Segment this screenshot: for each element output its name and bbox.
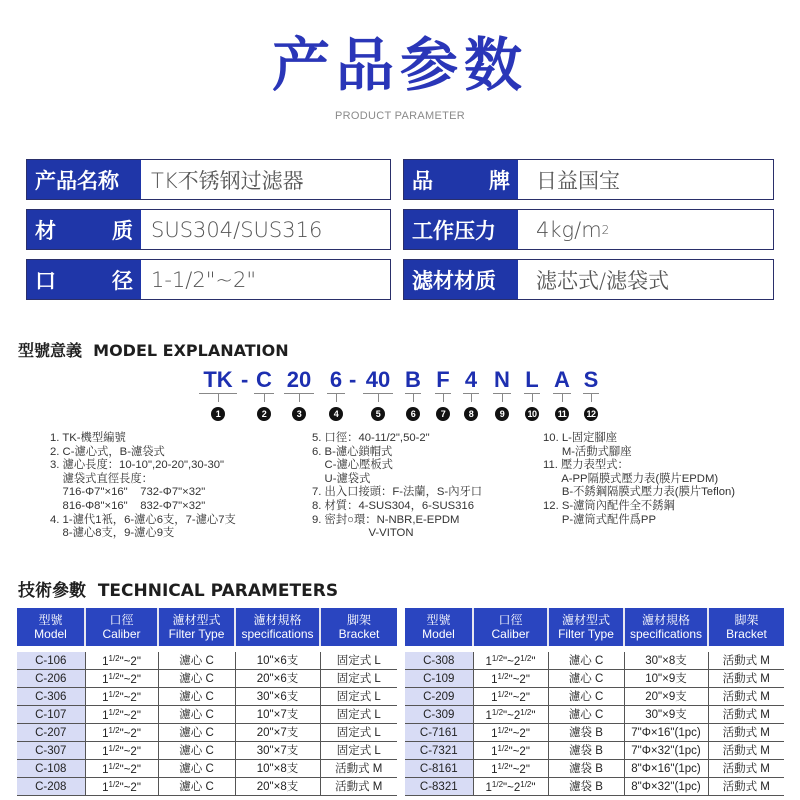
cell-spec: 30"×7支 [235, 742, 320, 760]
code-text: F [436, 367, 450, 392]
col-header-caliber: 口徑 Caliber [473, 608, 548, 646]
code-text: A [554, 367, 570, 392]
cell-spec: 7"Φ×32"(1pc) [624, 742, 708, 760]
cell-spec: 20"×9支 [624, 688, 708, 706]
dash: - [349, 367, 357, 392]
number-badge: 1 [211, 407, 225, 421]
cell-spec: 20"×6支 [235, 670, 320, 688]
param-label-part: 口 [35, 268, 56, 293]
explanation-line: 2. C-濾心式，B-濾袋式 [50, 445, 165, 458]
table-row [405, 706, 784, 724]
cell-spec: 10"×7支 [235, 706, 320, 724]
cell-model: C-7321 [405, 742, 473, 760]
cell-caliber: $1^{1/2}"\sim 2$" [85, 670, 158, 688]
param-value: 1-1/2"~2" [151, 267, 257, 292]
explanation-line: 7. 出入口接頭：F-法蘭，S-內牙口 [312, 486, 483, 499]
explanation-line: 5. 口徑：40-11/2",50-2" [312, 432, 430, 444]
param-label: 工作压力 [404, 210, 518, 249]
code-text: B [405, 367, 421, 392]
cell-caliber: $1^{1/2}"\sim 2$" [85, 652, 158, 670]
cell-caliber: $1^{1/2}"\sim 2$" [85, 778, 158, 796]
stem [218, 394, 219, 402]
tech-table-right [405, 608, 784, 796]
cell-caliber: $1^{1/2}"\sim 2$" [473, 724, 548, 742]
cell-spec: 30"×6支 [235, 688, 320, 706]
param-label-part: 牌 [489, 168, 510, 193]
param-brand [403, 159, 774, 200]
cell-caliber: $1^{1/2}"\sim 2$" [473, 742, 548, 760]
cell-caliber: $1^{1/2}"\sim 2$" [473, 760, 548, 778]
cell-filter: 濾心 C [548, 652, 624, 670]
code-text: S [583, 367, 599, 392]
cell-spec: 10"×6支 [235, 652, 320, 670]
number-badge: 3 [292, 407, 306, 421]
cell-caliber: $1^{1/2}"\sim 2$" [85, 706, 158, 724]
param-label: 滤材材质 [404, 260, 518, 299]
cell-caliber: $1^{1/2}"\sim 2$" [85, 688, 158, 706]
cell-spec: 8"Φ×32"(1pc) [624, 778, 708, 796]
table-row [405, 724, 784, 742]
explanation-line: 1. TK-機型編號 [50, 432, 126, 444]
cell-model: C-208 [17, 778, 85, 796]
stem [591, 394, 592, 402]
cell-model: C-209 [405, 688, 473, 706]
table-row [17, 670, 397, 688]
cell-caliber: $1^{1/2}"\sim 2$" [473, 670, 548, 688]
stem [299, 394, 300, 402]
code-part-10 [523, 368, 541, 421]
code-text: 4 [464, 367, 478, 392]
table-row [405, 760, 784, 778]
cell-caliber: $1^{1/2}"\sim 2$" [85, 742, 158, 760]
col-header-filter-type: 濾材型式 Filter Type [548, 608, 624, 646]
cell-filter: 濾心 C [158, 688, 235, 706]
code-part-5 [362, 368, 394, 421]
cell-filter: 濾心 C [158, 670, 235, 688]
cell-bracket: 活動式 M [708, 778, 784, 796]
param-value [518, 210, 773, 249]
table-row [17, 724, 397, 742]
code-text: TK [203, 367, 233, 392]
col-header-bracket: 脚架 Bracket [708, 608, 784, 646]
cell-bracket: 活動式 M [708, 688, 784, 706]
table-row [405, 778, 784, 796]
cell-model: C-8321 [405, 778, 473, 796]
table-header-row [405, 608, 784, 646]
param-value: 日益国宝 [536, 168, 620, 193]
col-header-bracket: 脚架 Bracket [320, 608, 397, 646]
code-part-4 [326, 368, 346, 421]
cell-caliber: $1^{1/2}"\sim 2^{1/2}$" [473, 706, 548, 724]
table-row [17, 652, 397, 670]
cell-bracket: 固定式 L [320, 670, 397, 688]
cell-caliber: $1^{1/2}"\sim 2$" [85, 760, 158, 778]
explanation-line: 9. 密封○環：N-NBR,E-EPDM [312, 513, 460, 526]
cell-bracket: 活動式 M [708, 760, 784, 778]
cell-filter: 濾袋 B [548, 778, 624, 796]
cell-model: C-207 [17, 724, 85, 742]
cell-bracket: 活動式 M [708, 724, 784, 742]
param-value: SUS304/SUS316 [151, 217, 323, 242]
cell-filter: 濾心 C [158, 742, 235, 760]
explanation-line: 8-濾心8支，9-濾心9支 [50, 527, 175, 540]
cell-filter: 濾袋 B [548, 760, 624, 778]
cell-model: C-108 [17, 760, 85, 778]
code-part-1 [199, 368, 237, 421]
explanation-column-3 [543, 432, 735, 527]
number-badge: 12 [584, 407, 598, 421]
stem [443, 394, 444, 402]
param-label-part: 品 [412, 168, 433, 193]
explanation-line: P-濾筒式配件爲PP [543, 513, 656, 526]
cell-filter: 濾袋 B [548, 724, 624, 742]
param-value-text: 4kg/m [536, 217, 602, 242]
table-row [17, 742, 397, 760]
param-caliber [26, 259, 391, 300]
cell-model: C-206 [17, 670, 85, 688]
number-badge: 4 [329, 407, 343, 421]
col-header-specifications: 濾材規格 specifications [235, 608, 320, 646]
cell-model: C-306 [17, 688, 85, 706]
explanation-line: C-濾心壓板式 [312, 459, 393, 472]
code-part-3 [283, 368, 315, 421]
cell-caliber: $1^{1/2}"\sim 2$" [85, 724, 158, 742]
cell-bracket: 活動式 M [708, 706, 784, 724]
code-part-12 [582, 368, 600, 421]
param-label [27, 260, 141, 299]
explanation-line: M-活動式腳座 [543, 445, 632, 458]
code-part-11 [552, 368, 572, 421]
model-explanation-title: 型號意義 MODEL EXPLANATION [18, 341, 289, 360]
param-product-name [26, 159, 391, 200]
stem [471, 394, 472, 402]
cell-spec: 30"×8支 [624, 652, 708, 670]
explanation-line: 12. S-濾筒內配件全不銹鋼 [543, 499, 675, 512]
explanation-column-1 [50, 432, 236, 541]
code-text: 40 [365, 367, 391, 392]
stem [336, 394, 337, 402]
explanation-line: 10. L-固定腳座 [543, 432, 618, 444]
table-row [405, 688, 784, 706]
explanation-line: 濾袋式直徑長度： [50, 472, 153, 485]
cell-bracket: 活動式 M [708, 670, 784, 688]
cell-model: C-109 [405, 670, 473, 688]
cell-bracket: 固定式 L [320, 652, 397, 670]
cell-filter: 濾心 C [158, 706, 235, 724]
cell-model: C-7161 [405, 724, 473, 742]
col-header-caliber: 口徑 Caliber [85, 608, 158, 646]
cell-bracket: 活動式 M [708, 742, 784, 760]
cell-model: C-309 [405, 706, 473, 724]
explanation-line: B-不銹鋼隔膜式壓力表(膜片Teflon) [543, 486, 736, 499]
cell-filter: 濾心 C [158, 760, 235, 778]
explanation-line: 6. B-濾心鎖帽式 [312, 445, 393, 458]
stem [413, 394, 414, 402]
explanation-line: A-PP隔膜式壓力表(膜片EPDM) [543, 472, 719, 485]
code-part-9 [492, 368, 512, 421]
explanation-line: 3. 濾心長度：10-10",20-20",30-30" [50, 459, 225, 472]
code-part-7 [434, 368, 452, 421]
table-row [17, 688, 397, 706]
cell-filter: 濾心 C [158, 724, 235, 742]
cell-filter: 濾心 C [158, 778, 235, 796]
cell-filter: 濾心 C [548, 670, 624, 688]
stem [264, 394, 265, 402]
col-header-model: 型號 Model [405, 608, 473, 646]
cell-bracket: 活動式 M [708, 652, 784, 670]
cell-filter: 濾心 C [548, 706, 624, 724]
table-row [17, 760, 397, 778]
tech-table-left [17, 608, 397, 796]
param-label-part: 质 [112, 218, 133, 243]
stem [378, 394, 379, 402]
explanation-line: U-濾袋式 [312, 472, 371, 485]
param-value-sup: 2 [601, 222, 610, 237]
code-text: 6 [329, 367, 343, 392]
param-label [27, 210, 141, 249]
cell-model: C-106 [17, 652, 85, 670]
cell-bracket: 活動式 M [320, 778, 397, 796]
param-value: 滤芯式/滤袋式 [536, 268, 670, 293]
table-row [405, 652, 784, 670]
code-part-6 [404, 368, 422, 421]
table-row [17, 706, 397, 724]
stem [562, 394, 563, 402]
model-code [0, 368, 800, 428]
dash: - [241, 367, 249, 392]
number-badge: 10 [525, 407, 539, 421]
param-label [404, 160, 518, 199]
param-working-pressure [403, 209, 774, 250]
cell-model: C-107 [17, 706, 85, 724]
cell-spec: 7"Φ×16"(1pc) [624, 724, 708, 742]
explanation-line: 816-Φ8"×16" 832-Φ7"×32" [50, 499, 206, 512]
cell-spec: 10"×8支 [235, 760, 320, 778]
param-label-part: 径 [112, 268, 133, 293]
cell-model: C-308 [405, 652, 473, 670]
stem [532, 394, 533, 402]
cell-spec: 8"Φ×16"(1pc) [624, 760, 708, 778]
cell-bracket: 固定式 L [320, 688, 397, 706]
cell-bracket: 固定式 L [320, 742, 397, 760]
code-text: L [525, 367, 539, 392]
cell-spec: 10"×9支 [624, 670, 708, 688]
param-label: 产品名称 [27, 160, 141, 199]
code-text: C [256, 367, 272, 392]
page-title: 产品参数 [271, 31, 528, 99]
number-badge: 5 [371, 407, 385, 421]
number-badge: 8 [464, 407, 478, 421]
table-row [405, 742, 784, 760]
code-part-2 [253, 368, 275, 421]
technical-parameters-title: 技術參數 TECHNICAL PARAMETERS [18, 581, 339, 601]
cell-filter: 濾心 C [548, 688, 624, 706]
cell-bracket: 活動式 M [320, 760, 397, 778]
cell-spec: 30"×9支 [624, 706, 708, 724]
cell-spec: 20"×7支 [235, 724, 320, 742]
cell-caliber: $1^{1/2}"\sim 2^{1/2}$" [473, 652, 548, 670]
param-filter-material [403, 259, 774, 300]
explanation-line: 8. 材質：4-SUS304，6-SUS316 [312, 499, 474, 512]
cell-spec: 20"×8支 [235, 778, 320, 796]
cell-caliber: $1^{1/2}"\sim 2$" [473, 688, 548, 706]
param-label-part: 材 [35, 218, 56, 243]
col-header-specifications: 濾材規格 specifications [624, 608, 708, 646]
cell-model: C-307 [17, 742, 85, 760]
col-header-filter-type: 濾材型式 Filter Type [158, 608, 235, 646]
table-row [17, 778, 397, 796]
code-part-8 [462, 368, 480, 421]
number-badge: 2 [257, 407, 271, 421]
code-text: N [494, 367, 510, 392]
explanation-column-2 [312, 432, 482, 541]
param-value: TK不锈钢过滤器 [151, 168, 304, 193]
table-header-row [17, 608, 397, 646]
cell-bracket: 固定式 L [320, 706, 397, 724]
page-subtitle: PRODUCT PARAMETER [335, 110, 465, 122]
cell-filter: 濾心 C [158, 652, 235, 670]
explanation-line: V-VITON [312, 527, 414, 540]
cell-filter: 濾袋 B [548, 742, 624, 760]
number-badge: 9 [495, 407, 509, 421]
number-badge: 7 [436, 407, 450, 421]
number-badge: 6 [406, 407, 420, 421]
col-header-model: 型號 Model [17, 608, 85, 646]
table-row [405, 670, 784, 688]
cell-caliber: $1^{1/2}"\sim 2^{1/2}$" [473, 778, 548, 796]
number-badge: 11 [555, 407, 569, 421]
cell-bracket: 固定式 L [320, 724, 397, 742]
param-material [26, 209, 391, 250]
code-text: 20 [286, 367, 312, 392]
explanation-line: 11. 壓力表型式： [543, 459, 629, 472]
stem [502, 394, 503, 402]
explanation-line: 4. 1-濾代1衹，6-濾心6支，7-濾心7支 [50, 513, 236, 526]
explanation-line: 716-Φ7"×16" 732-Φ7"×32" [50, 486, 206, 499]
cell-model: C-8161 [405, 760, 473, 778]
